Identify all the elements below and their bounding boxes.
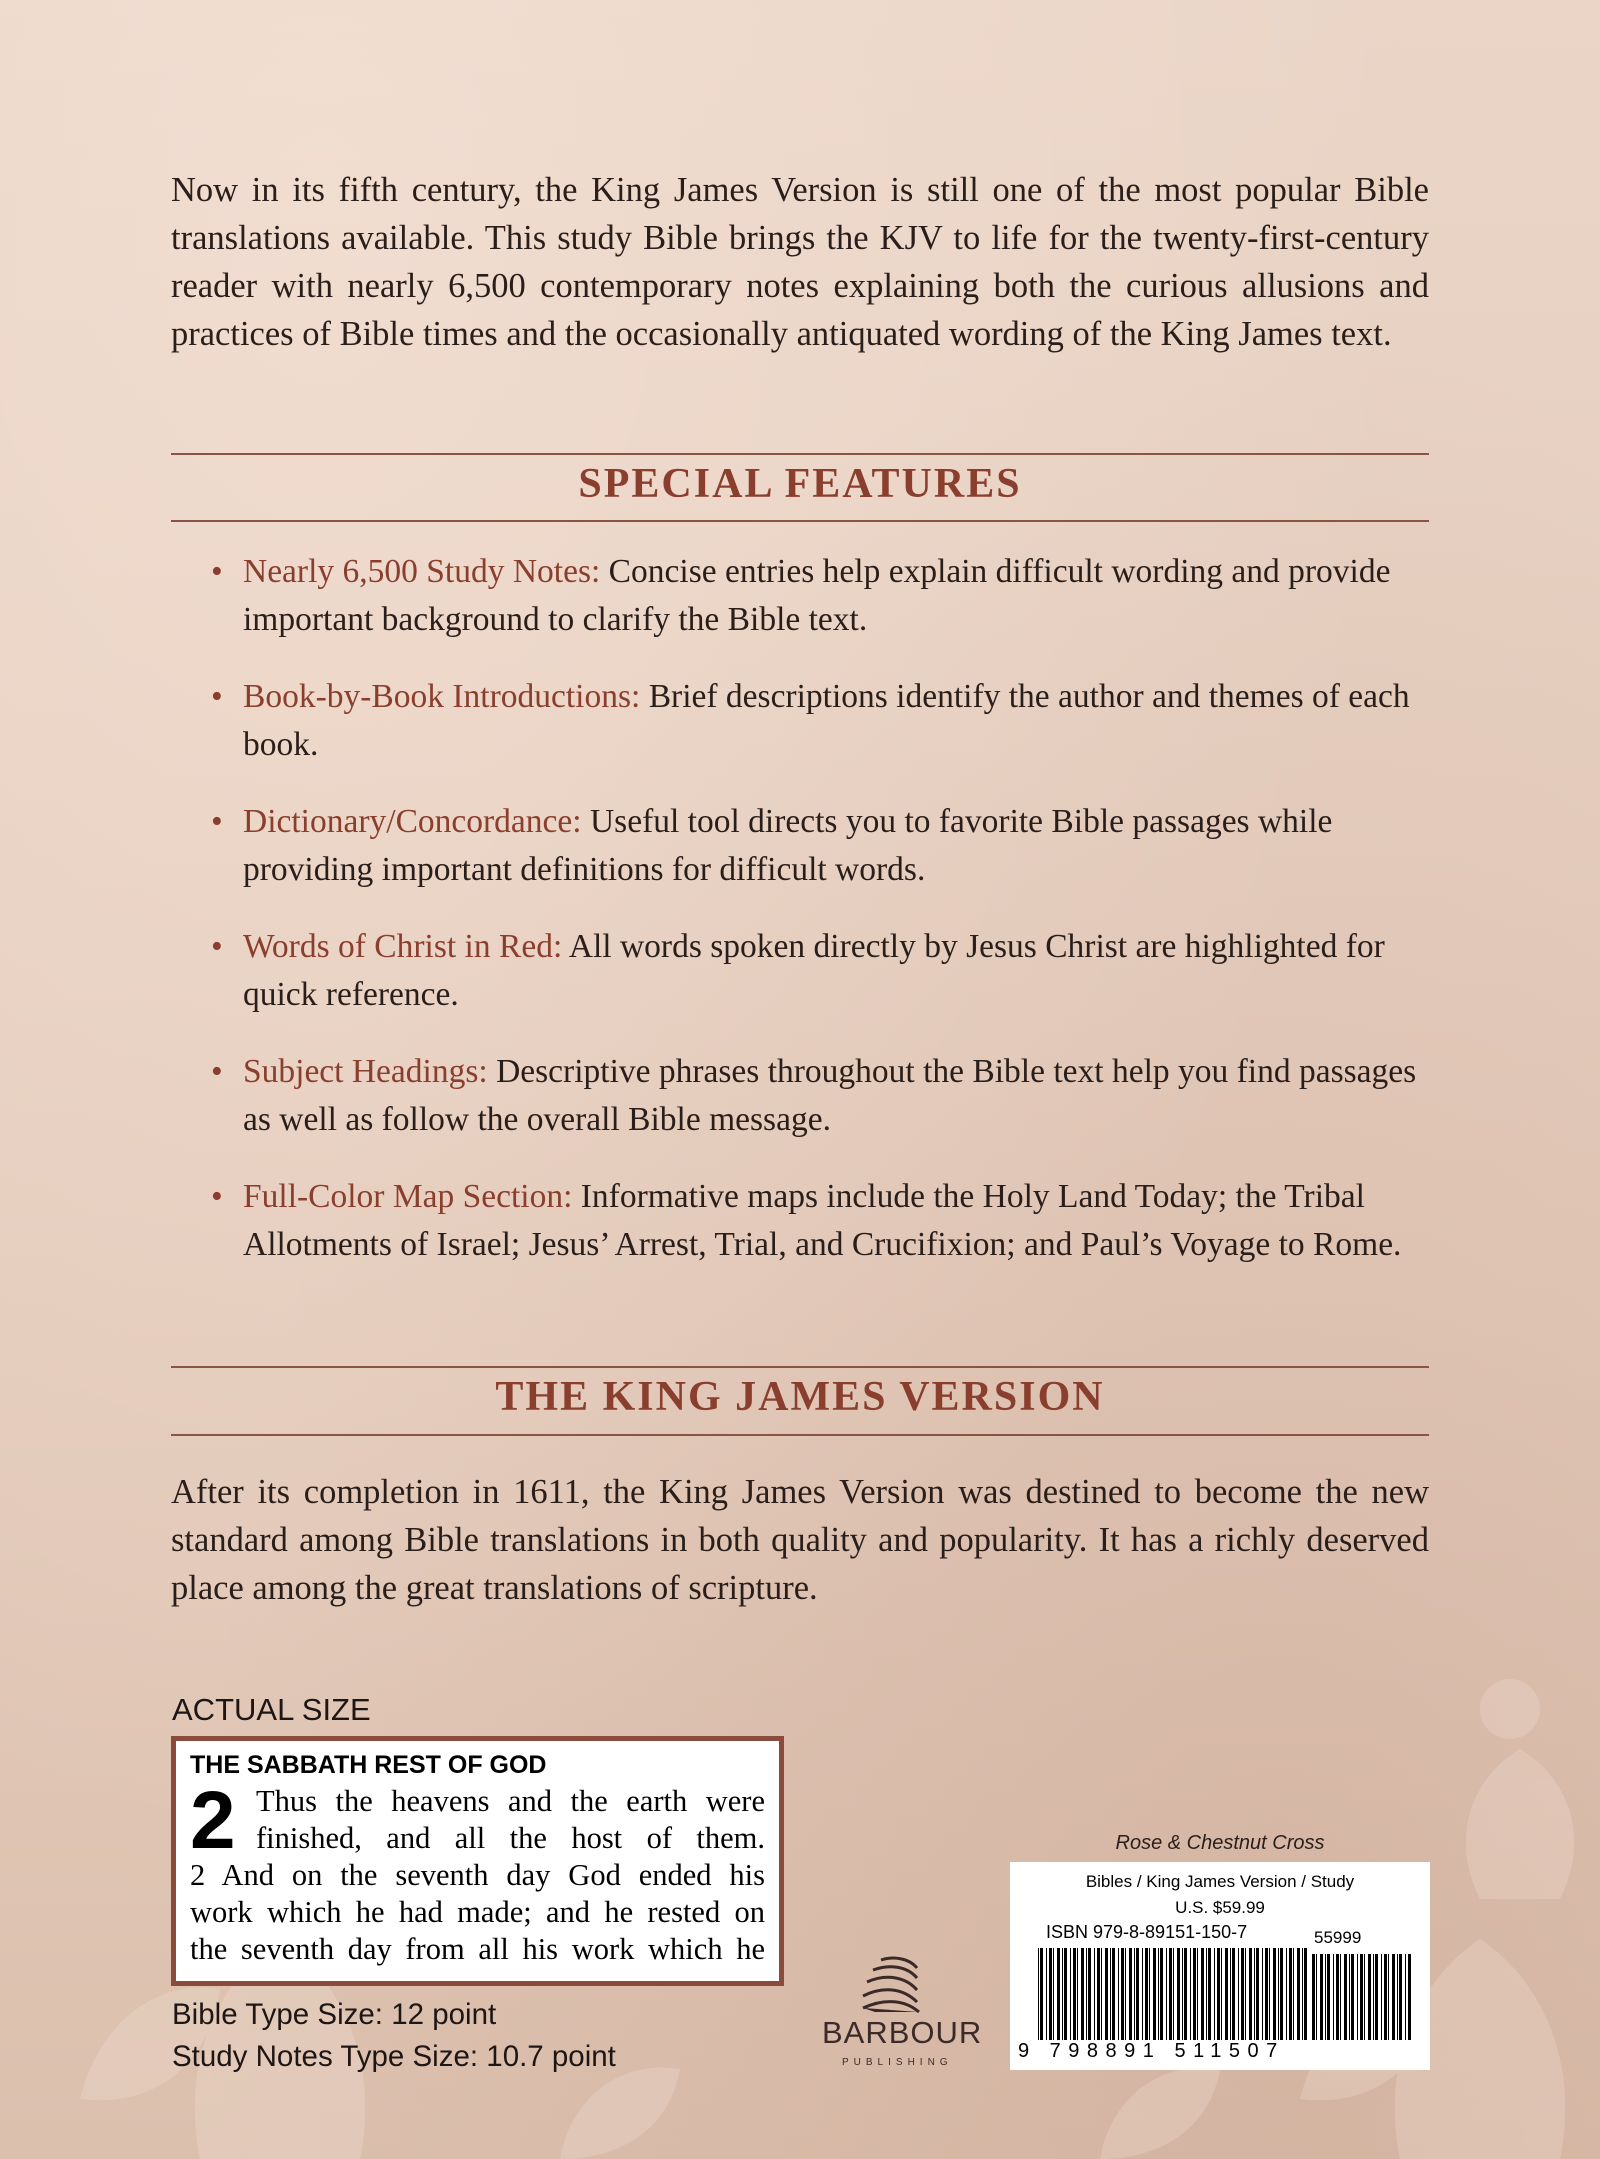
barcode-bar [1160, 1948, 1163, 2040]
barcode-bar [1097, 1948, 1100, 2040]
feature-description: Concise entries help explain difficult wording and provide important background to clarify the Bible text. [243, 553, 1391, 638]
barcode-bar [1149, 1948, 1150, 2040]
special-features-heading: SPECIAL FEATURES [578, 461, 1022, 507]
barcode-bar [1286, 1948, 1287, 2040]
sample-line: 2 And on the seventh day God ended his [190, 1858, 765, 1892]
barcode-bar [1397, 1954, 1398, 2040]
feature-item-study-notes [171, 548, 1429, 644]
product-category: Bibles / King James Version / Study [1085, 1872, 1355, 1891]
barcode-bar [1201, 1948, 1204, 2040]
barcode-bar [1101, 1948, 1102, 2040]
barcode-bar [1373, 1954, 1374, 2040]
barcode-bar [1064, 1948, 1067, 2040]
barcode-bar [1265, 1948, 1268, 2040]
intro-paragraph: Now in its fifth century, the King James Version is still one of the most popular Bible translations available. This study Bible brings the KJV to life for the twenty-first-century reader with nearly 6,500 contemporary notes explaining both the curious allusions and practices of Bible times and the occasionally antiquated wording of the King James text. [171, 171, 1429, 353]
barcode-bar [1225, 1948, 1228, 2040]
edition-label: Rose & Chestnut Cross [1115, 1832, 1325, 1854]
feature-item-introductions [171, 673, 1429, 769]
barcode-bar [1173, 1948, 1174, 2040]
feature-title: Nearly 6,500 Study Notes: [243, 553, 601, 590]
type-sample-box [171, 1736, 784, 1986]
barcode-bar [1325, 1954, 1326, 2040]
barcode-bar [1302, 1948, 1303, 2040]
section-divider-bottom [171, 1434, 1429, 1436]
barcode-bar [1312, 1954, 1315, 2040]
publisher-tagline: PUBLISHING [842, 2057, 953, 2068]
feature-description: All words spoken directly by Jesus Christ are highlighted for quick reference. [243, 928, 1385, 1013]
barcode-bar [1153, 1948, 1156, 2040]
barcode-bar [1304, 1948, 1307, 2040]
isbn-number: ISBN 979-8-89151-150-7 [1046, 1922, 1248, 1942]
barcode-bar [1121, 1948, 1124, 2040]
sample-body [190, 1775, 765, 1968]
feature-title: Words of Christ in Red: [243, 928, 563, 965]
barcode-bar [1134, 1948, 1135, 2040]
barcode-bar [1193, 1948, 1196, 2040]
kjv-paragraph: After its completion in 1611, the King James Version was destined to become the new standard among Bible translations in both quality and popularity. It has a richly deserved place among the great translations of scripture. [171, 1473, 1429, 1607]
barcode-bar [1208, 1948, 1211, 2040]
barcode-bar [1049, 1948, 1052, 2040]
barcode-bar [1125, 1948, 1126, 2040]
barcode-bar [1408, 1954, 1411, 2040]
barcode-bar [1368, 1954, 1371, 2040]
barcode-bar [1142, 1948, 1143, 2040]
feature-item-words-of-christ [171, 923, 1429, 1019]
barcode-bar [1399, 1954, 1402, 2040]
barcode-bar [1333, 1954, 1334, 2040]
feature-item-dictionary [171, 798, 1429, 894]
barcode-bar [1081, 1948, 1084, 2040]
barcode-bar [1357, 1954, 1358, 2040]
sample-line: the seventh day from all his work which he [190, 1932, 765, 1966]
barcode-bar [1094, 1948, 1095, 2040]
barcode-bar [1238, 1948, 1239, 2040]
bible-type-size: Bible Type Size: 12 point [172, 1998, 497, 2031]
bullet-icon: • [211, 803, 223, 840]
barcode-bar [1381, 1954, 1382, 2040]
sample-heading: THE SABBATH REST OF GOD [190, 1751, 547, 1779]
barcode-bar [1184, 1948, 1187, 2040]
bullet-icon: • [211, 1053, 223, 1090]
barcode-bar [1105, 1948, 1108, 2040]
barcode-bar [1375, 1954, 1378, 2040]
barcode-bar [1038, 1948, 1039, 2040]
barcode-bar [1166, 1948, 1167, 2040]
barcode-bar [1245, 1948, 1246, 2040]
bullet-icon: • [211, 678, 223, 715]
feature-description: Descriptive phrases throughout the Bible text help you find passages as well as follow the overall Bible message. [243, 1053, 1417, 1138]
barcode-bar [1254, 1948, 1255, 2040]
barcode-bar [1086, 1948, 1087, 2040]
feature-description: Informative maps include the Holy Land Today; the Tribal Allotments of Israel; Jesus’ Arrest, Trial, and Crucifixion; and Paul’s Voyage to Rome. [243, 1178, 1402, 1263]
bullet-icon: • [211, 928, 223, 965]
barcode-bar [1327, 1954, 1330, 2040]
feature-title: Dictionary/Concordance: [243, 803, 582, 840]
barcode-bar [1073, 1948, 1076, 2040]
barcode-bar [1256, 1948, 1259, 2040]
sample-line: finished, and all the host of them. [256, 1821, 765, 1855]
barcode-bar [1182, 1948, 1183, 2040]
barcode-bar [1278, 1948, 1279, 2040]
barcode-bar [1221, 1948, 1222, 2040]
barcode-bar [1217, 1948, 1220, 2040]
barcode-bar [1336, 1954, 1339, 2040]
barcode-bar [1088, 1948, 1091, 2040]
barcode-bar [1293, 1948, 1294, 2040]
barcode-bar [1177, 1948, 1180, 2040]
barcode-bar [1392, 1954, 1395, 2040]
sample-line: Thus the heavens and the earth were [256, 1784, 765, 1818]
barcode-bar [1297, 1948, 1300, 2040]
actual-size-label: ACTUAL SIZE [172, 1692, 371, 1727]
kjv-heading: THE KING JAMES VERSION [495, 1374, 1105, 1420]
barcode-bar [1273, 1948, 1276, 2040]
barcode-bar [1158, 1948, 1159, 2040]
barcode-bar [1057, 1948, 1060, 2040]
price-code: 55999 [1314, 1928, 1362, 1947]
barcode-bar [1129, 1948, 1132, 2040]
feature-description: Useful tool directs you to favorite Bible passages while providing important definitions for difficult words. [243, 803, 1333, 888]
barcode-bar [1077, 1948, 1078, 2040]
barcode-bar [1214, 1948, 1215, 2040]
special-features-list [171, 548, 1429, 1298]
feature-item-maps [171, 1173, 1429, 1269]
barcode-bar [1040, 1948, 1043, 2040]
barcode-bar [1364, 1954, 1365, 2040]
feature-title: Full-Color Map Section: [243, 1178, 573, 1215]
barcode-bar [1349, 1954, 1350, 2040]
barcode-bar [1344, 1954, 1347, 2040]
sample-line: work which he had made; and he rested on [190, 1895, 765, 1929]
notes-type-size: Study Notes Type Size: 10.7 point [172, 2040, 616, 2073]
section-divider-top [171, 1366, 1429, 1368]
barcode-bar [1112, 1948, 1115, 2040]
barcode-bar [1169, 1948, 1172, 2040]
barcode-bar [1280, 1948, 1283, 2040]
barcode-bar [1046, 1948, 1047, 2040]
barcode-bar [1190, 1948, 1191, 2040]
barcode-bar [1145, 1948, 1148, 2040]
barcode-bar [1249, 1948, 1252, 2040]
barcode-bar [1053, 1948, 1054, 2040]
barcode-bar [1110, 1948, 1111, 2040]
product-price: U.S. $59.99 [1175, 1898, 1265, 1917]
barcode-bar [1232, 1948, 1235, 2040]
feature-description: Brief descriptions identify the author and themes of each book. [243, 678, 1410, 763]
chapter-number: 2 [190, 1775, 236, 1866]
barcode-bar [1206, 1948, 1207, 2040]
barcode-bar [1262, 1948, 1263, 2040]
barcode-bar [1289, 1948, 1292, 2040]
publisher-name: BARBOUR [822, 2015, 983, 2050]
barcode-bar [1360, 1954, 1363, 2040]
barcode-bar [1062, 1948, 1063, 2040]
barcode-bar [1136, 1948, 1139, 2040]
barcode-bar [1340, 1954, 1341, 2040]
section-divider-bottom [171, 520, 1429, 522]
barcode-bar [1405, 1954, 1406, 2040]
barcode-bar [1197, 1948, 1198, 2040]
barcode-digits: 9 798891 511507 [1018, 2040, 1285, 2062]
feature-item-subject-headings [171, 1048, 1429, 1144]
barcode-bar [1320, 1954, 1323, 2040]
barcode-bar [1269, 1948, 1270, 2040]
feature-title: Subject Headings: [243, 1053, 488, 1090]
section-divider-top [171, 453, 1429, 455]
barcode-bar [1388, 1954, 1389, 2040]
barcode-bar [1230, 1948, 1231, 2040]
barcode-bar [1384, 1954, 1387, 2040]
feature-title: Book-by-Book Introductions: [243, 678, 641, 715]
barcode-box [1010, 1862, 1430, 2070]
barcode-bar [1070, 1948, 1071, 2040]
bullet-icon: • [211, 1178, 223, 1215]
barcode-bar [1351, 1954, 1354, 2040]
barcode-bar [1118, 1948, 1119, 2040]
bullet-icon: • [211, 553, 223, 590]
barcode-icon [1010, 1862, 1430, 2070]
barcode-bar [1241, 1948, 1244, 2040]
barcode-bar [1316, 1954, 1317, 2040]
